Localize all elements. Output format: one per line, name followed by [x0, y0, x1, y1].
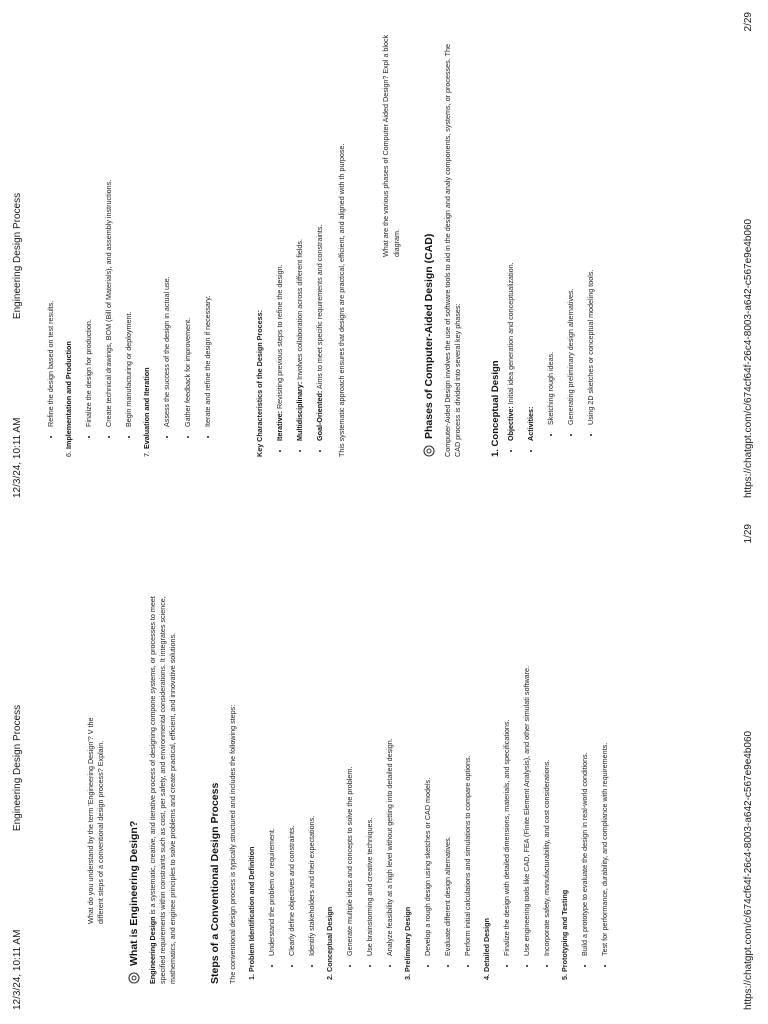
characteristic-label: Goal-Oriented: [314, 390, 324, 441]
step-bullet: • Incorporate safety, manufacturability, and cost considerations. [542, 579, 552, 956]
characteristic-item [275, 37, 285, 441]
page-body [86, 579, 610, 984]
characteristic-item [295, 37, 305, 441]
step-bullet: • Create technical drawings, BOM (Bill of Materials), and assembly instructions. [104, 37, 114, 427]
step-item [482, 579, 552, 972]
intro-paragraph [148, 579, 178, 984]
step-bullet: • Understand the problem or requirement. [267, 579, 277, 956]
step-item [560, 579, 610, 972]
page-1 [0, 512, 768, 1024]
step-title: Conceptual Design [324, 906, 334, 972]
chatgpt-logo-icon [128, 972, 140, 984]
characteristic-label: Iterative: [274, 411, 284, 441]
step-item [403, 579, 473, 972]
intro-term: Engineering Design [147, 916, 157, 984]
step-bullet: • Use brainstorming and creative techniques. [365, 579, 375, 956]
step-bullet: • Perform initial calculations and simulations to compare options. [463, 579, 473, 956]
step-item [64, 37, 134, 457]
characteristic-text: Involves collaboration across different fields. [294, 238, 304, 382]
step-title: Preliminary Design [403, 906, 413, 972]
activity-bullet: • Generating preliminary design alternatives. [566, 37, 576, 425]
step-bullet: • Test for performance, durability, and compliance with requirements. [600, 579, 610, 956]
page-header-title: Engineering Design Process [12, 192, 23, 320]
closing-paragraph: This systematic approach ensures that designs are practical, efficient, and aligned with th purpose. [337, 143, 347, 457]
answer-heading-row [422, 37, 437, 457]
step-title: Evaluation and Iteration [142, 367, 152, 449]
page-header-date: 12/3/24, 10:11 AM [12, 417, 23, 498]
step-bullet: • Clearly define objectives and constraints. [287, 579, 297, 956]
page-number: 2/29 [743, 12, 754, 32]
steps-intro: The conventional design process is typically structured and includes the following steps: [228, 704, 238, 984]
activity-bullet: • Sketching rough ideas. [546, 37, 556, 425]
step-bullet: • Generate multiple ideas and concepts to solve the problem. [345, 579, 355, 956]
step-bullet: • Evaluate different design alternatives. [443, 579, 453, 956]
objective-text: Initial idea generation and conceptualization. [506, 262, 516, 407]
step-bullet: • Iterate and refine the design if necessary. [203, 37, 213, 427]
step-item [247, 579, 317, 972]
page-number: 1/29 [743, 524, 754, 544]
intro-text: is a systematic, creative, and iterative process of designing compone systems, or processes to meet specified requirements within constraints such as cost, per safety, and environmental considerations. It integrates science, mathematics, and enginee principles to solve problems and create practical, efficient, and innovative solutions. [147, 596, 177, 984]
steps-heading: Steps of a Conventional Design Process [208, 782, 221, 984]
phase-heading: 1. Conceptual Design [489, 360, 501, 457]
step-bullet: • Analyze feasibility at a high level without getting into detailed design. [385, 579, 395, 956]
step-title: Detailed Design [481, 918, 491, 972]
steps-list [247, 579, 610, 984]
step-bullet: • Begin manufacturing or deployment. [124, 37, 134, 427]
step-bullet: • Assess the success of the design in actual use. [162, 37, 172, 427]
step-number: 6. [64, 451, 74, 457]
step-bullet: • Refine the design based on test results. [46, 37, 56, 427]
activity-bullet: • Using 2D sketches or conceptual modeling tools. [586, 37, 596, 425]
section-heading: Phases of Computer-Aided Design (CAD) [422, 233, 435, 439]
step-bullet: • Finalize the design with detailed dimensions, materials, and specifications. [502, 579, 512, 956]
objective-label: Objective: [506, 406, 516, 441]
answer-heading-row [127, 579, 142, 984]
step-item [325, 579, 395, 972]
section-heading: What is Engineering Design? [127, 820, 140, 966]
step-bullet: • Gather feedback for improvement. [183, 37, 193, 427]
characteristic-item [315, 37, 325, 441]
step-bullet: • Build a prototype to evaluate the design in real-world conditions. [580, 579, 590, 956]
page-footer-url: https://chatgpt.com/c/674cf64f-26c4-8003-a642-c567e9e4b060 [743, 218, 754, 498]
step-title: Problem Identification and Definition [246, 846, 256, 972]
activities-item [526, 37, 596, 441]
user-question: What do you understand by the term 'Engineering Design'? V the different steps of a conventional design process? Explain. [86, 717, 106, 924]
step-number: 7. [142, 451, 152, 457]
page-header-date: 12/3/24, 10:11 AM [12, 929, 23, 1010]
characteristic-label: Multidisciplinary: [294, 381, 304, 441]
step-item [142, 37, 212, 457]
characteristics-title: Key Characteristics of the Design Process: [254, 310, 264, 457]
activities-label: Activities: [526, 406, 536, 441]
characteristic-text: Aims to meet specific requirements and constraints. [314, 224, 324, 391]
step-bullet: • Finalize the design for production. [84, 37, 94, 427]
step-bullet: • Develop a rough design using sketches or CAD models. [423, 579, 433, 956]
characteristic-text: Revisiting previous steps to refine the design. [274, 264, 284, 412]
page-header-title: Engineering Design Process [12, 704, 23, 832]
cad-intro-paragraph: Computer-Aided Design involves the use of software tools to aid in the design and analy components, systems, or processes. The CAD process is divided into several key phases: [442, 44, 462, 457]
step-bullet: • Use engineering tools like CAD, FEA (Finite Element Analysis), and other simulati software. [522, 579, 532, 956]
step-title: Implementation and Production [64, 341, 74, 449]
step-bullet: • Identify stakeholders and their expectations. [307, 579, 317, 956]
user-question: What are the various phases of Computer Aided Design? Expl a block diagram. [381, 34, 401, 257]
objective-item [506, 37, 516, 441]
page-footer-url: https://chatgpt.com/c/674cf64f-26c4-8003-a642-c567e9e4b060 [743, 730, 754, 1010]
page-body [42, 34, 597, 457]
chatgpt-logo-icon [423, 445, 435, 457]
step-title: Prototyping and Testing [559, 889, 569, 972]
